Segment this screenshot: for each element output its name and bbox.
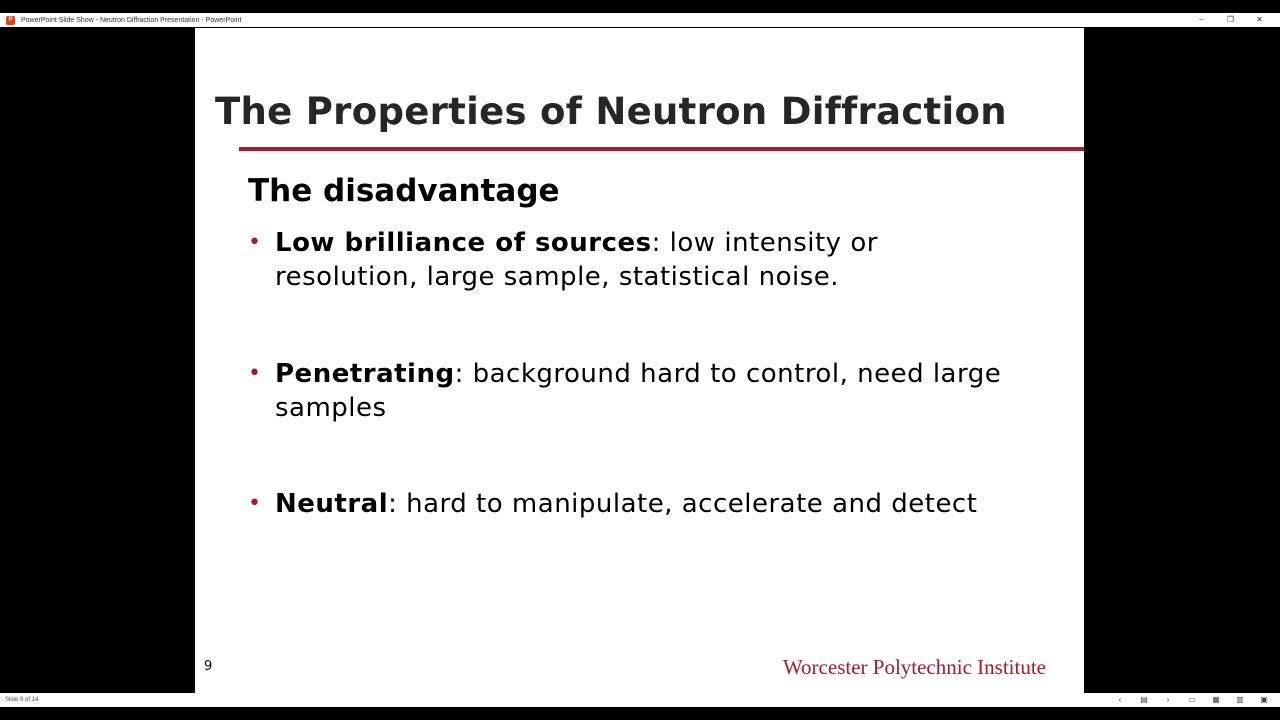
bullet-dot: • (248, 361, 261, 386)
slide-subheading: The disadvantage (248, 173, 560, 209)
minimize-button[interactable]: – (1199, 15, 1204, 24)
bullet-dot: • (248, 491, 261, 516)
top-black-strip (0, 0, 1280, 13)
bullet-text: : background hard to control, need large samples (275, 359, 1002, 423)
bullet-keyword: Penetrating (275, 359, 455, 389)
restore-button[interactable]: ❐ (1226, 15, 1235, 24)
close-button[interactable]: ✕ (1256, 15, 1263, 24)
title-underline (239, 147, 1084, 151)
bullet-item (248, 357, 1028, 425)
reading-view-icon[interactable]: ▥ (1236, 695, 1244, 704)
powerpoint-icon: P (6, 16, 15, 25)
slide[interactable] (195, 28, 1084, 693)
bullet-text: : hard to manipulate, accelerate and detect (388, 489, 978, 519)
bullet-item (248, 487, 1028, 521)
next-slide-icon[interactable]: › (1166, 695, 1170, 704)
bullet-text: : low intensity or resolution, large sample, statistical noise. (275, 228, 878, 292)
window-title: PowerPoint Slide Show - Neutron Diffraction Presentation - PowerPoint (21, 16, 242, 24)
slideshow-view-icon[interactable]: ▣ (1260, 695, 1268, 704)
previous-slide-icon[interactable]: ‹ (1118, 695, 1122, 704)
bullet-item (248, 226, 1028, 294)
slide-title: The Properties of Neutron Diffraction (215, 90, 1007, 133)
slide-number: 9 (204, 659, 213, 674)
window-title-bar (0, 13, 1280, 27)
slide-menu-icon[interactable]: ▤ (1140, 695, 1148, 704)
bottom-black-strip (0, 707, 1280, 720)
status-bar (0, 693, 1280, 707)
status-controls (1106, 694, 1274, 706)
bullet-keyword: Low brilliance of sources (275, 228, 652, 258)
footer-institution: Worcester Polytechnic Institute (782, 655, 1046, 679)
bullet-keyword: Neutral (275, 489, 389, 519)
slide-counter: Slide 9 of 14 (5, 697, 39, 703)
window-controls (1187, 13, 1274, 27)
normal-view-icon[interactable]: ▭ (1188, 695, 1196, 704)
slide-sorter-icon[interactable]: ▦ (1212, 695, 1220, 704)
bullet-dot: • (248, 230, 261, 255)
